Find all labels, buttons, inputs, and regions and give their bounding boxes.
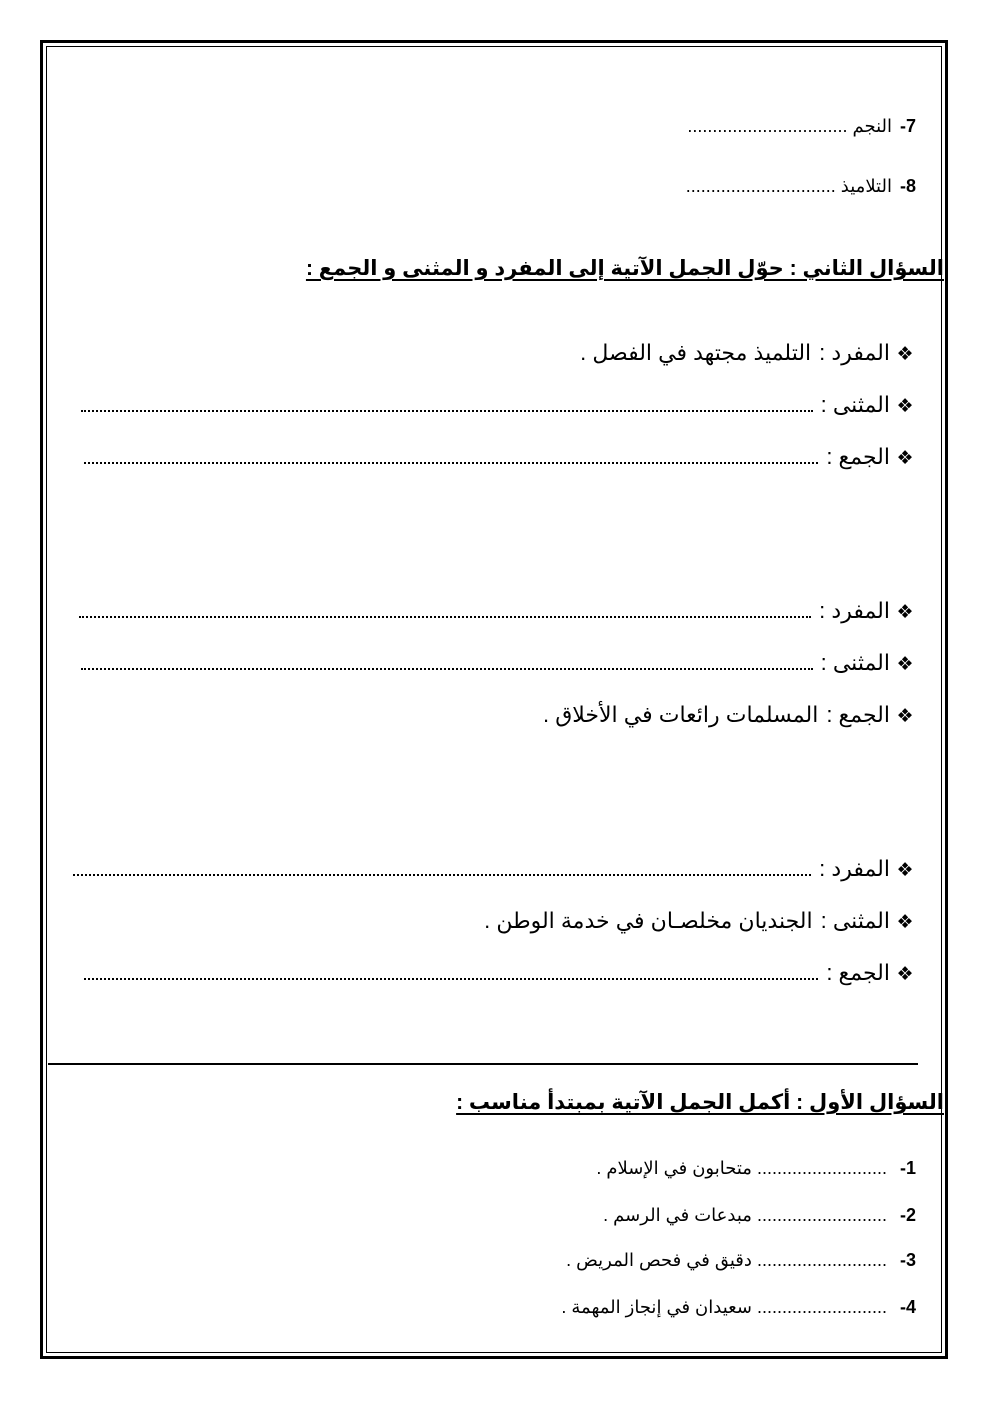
page-border-inner	[46, 46, 942, 1353]
answer-blank[interactable]	[84, 964, 818, 980]
item-number: 8-	[899, 176, 916, 196]
answer-blank[interactable]	[81, 396, 813, 412]
dual-sentence: الجنديان مخلصـان في خدمة الوطن .	[484, 908, 813, 933]
question-1-item	[596, 1158, 916, 1179]
plural-label: الجمع :	[826, 702, 890, 727]
item-text: متحابون في الإسلام .	[596, 1158, 752, 1178]
question-2-heading: السؤال الثاني : حوّل الجمل الآتية إلى المفرد و المثنى و الجمع :	[305, 257, 944, 280]
plural-sentence: المسلمات رائعات في الأخلاق .	[542, 702, 819, 727]
group1-dual-row	[81, 392, 916, 418]
question-1-item	[603, 1205, 916, 1226]
bullet-icon: ❖	[896, 912, 914, 933]
group3-dual-row	[484, 908, 916, 934]
question-1-item	[566, 1250, 916, 1271]
group3-singular-row	[73, 856, 916, 882]
plural-label: الجمع :	[826, 444, 890, 469]
answer-blank[interactable]: ................................	[687, 116, 848, 136]
answer-blank[interactable]: ..............................	[685, 176, 836, 196]
answer-blank[interactable]: ..........................	[756, 1205, 887, 1225]
dual-label: المثنى :	[820, 392, 890, 417]
answer-blank[interactable]: ..........................	[756, 1250, 887, 1270]
answer-blank[interactable]	[81, 654, 813, 670]
dual-label: المثنى :	[820, 650, 890, 675]
question-1-heading: السؤال الأول : أكمل الجمل الآتية بمبتدأ مناسب :	[456, 1091, 944, 1114]
bullet-icon: ❖	[896, 344, 914, 365]
bullet-icon: ❖	[896, 964, 914, 985]
bullet-icon: ❖	[896, 602, 914, 623]
item-word: التلاميذ	[840, 176, 892, 196]
bullet-icon: ❖	[896, 448, 914, 469]
answer-blank[interactable]	[73, 860, 811, 876]
plural-label: الجمع :	[826, 960, 890, 985]
dual-label: المثنى :	[820, 908, 890, 933]
singular-label: المفرد :	[819, 598, 890, 623]
item-text: مبدعات في الرسم .	[603, 1205, 752, 1225]
item-number: 3-	[899, 1250, 916, 1270]
item-number: 1-	[899, 1158, 916, 1178]
group3-plural-row	[84, 960, 916, 986]
item-number: 2-	[899, 1205, 916, 1225]
group1-plural-row	[84, 444, 916, 470]
item-word: النجم	[852, 116, 892, 136]
group2-dual-row	[81, 650, 916, 676]
bullet-icon: ❖	[896, 860, 914, 881]
bullet-icon: ❖	[896, 396, 914, 417]
group2-singular-row	[79, 598, 916, 624]
bullet-icon: ❖	[896, 706, 914, 727]
item-number: 4-	[899, 1297, 916, 1317]
answer-blank[interactable]: ..........................	[756, 1297, 887, 1317]
item-text: دقيق في فحص المريض .	[566, 1250, 752, 1270]
group2-plural-row	[543, 702, 916, 728]
singular-sentence: التلميذ مجتهد في الفصل .	[580, 340, 812, 365]
answer-blank[interactable]	[79, 602, 811, 618]
question-item-8	[686, 176, 916, 197]
item-text: سعيدان في إنجاز المهمة .	[561, 1297, 752, 1317]
singular-label: المفرد :	[819, 340, 890, 365]
singular-label: المفرد :	[819, 856, 890, 881]
section-divider	[48, 1063, 918, 1065]
group1-singular-row	[580, 340, 916, 366]
question-item-7	[687, 116, 916, 137]
bullet-icon: ❖	[896, 654, 914, 675]
answer-blank[interactable]	[84, 448, 818, 464]
question-1-item	[561, 1297, 916, 1318]
answer-blank[interactable]: ..........................	[756, 1158, 887, 1178]
item-number: 7-	[899, 116, 916, 136]
